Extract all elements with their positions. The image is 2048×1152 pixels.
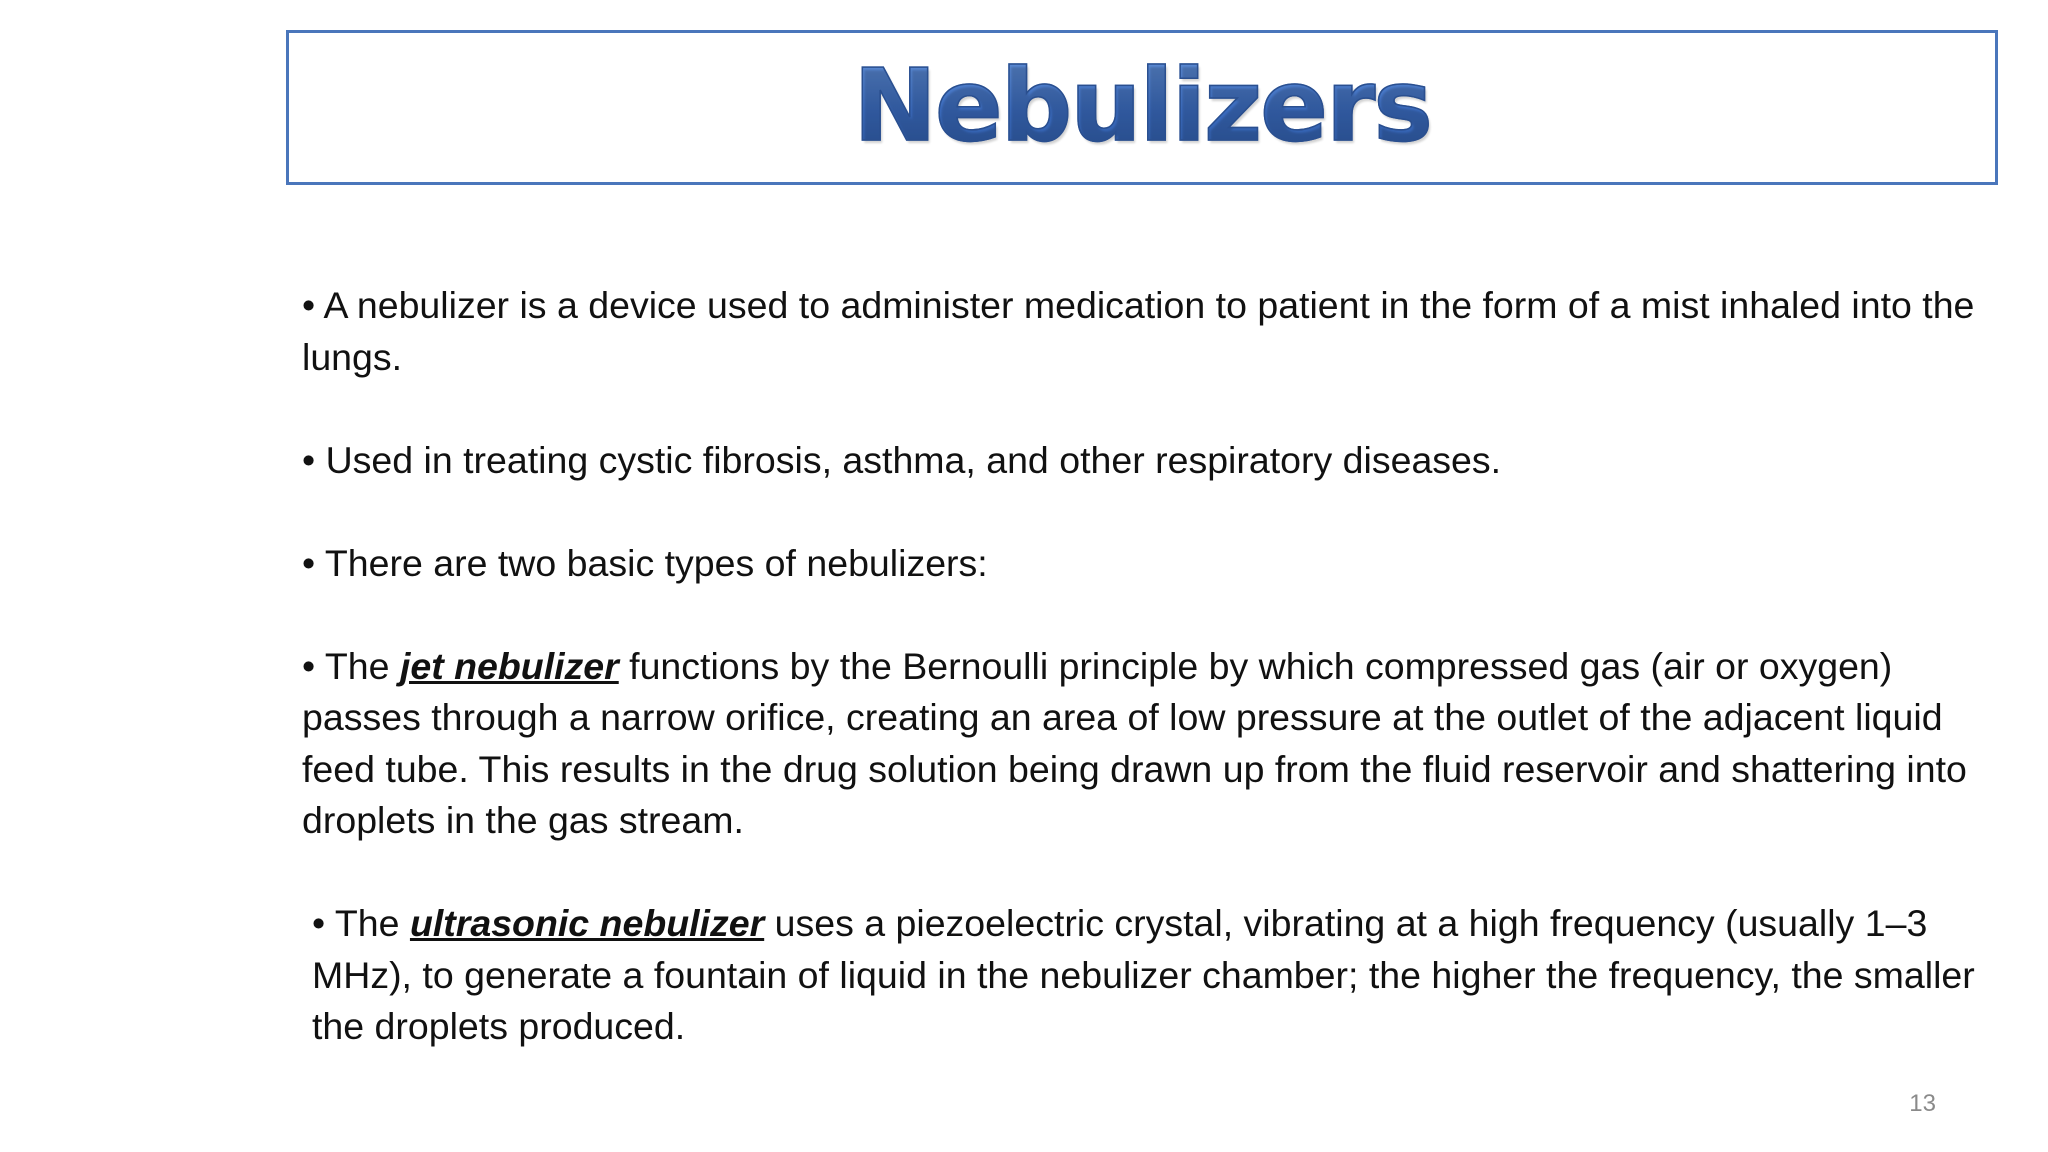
bullet-marker: •: [302, 438, 316, 481]
page-number: 13: [1909, 1090, 1936, 1117]
term-jet-nebulizer: jet nebulizer: [399, 644, 619, 687]
slide-content: [302, 280, 2002, 1053]
bullet-prefix: The: [324, 644, 390, 687]
bullet-marker: •: [302, 541, 316, 584]
term-ultrasonic-nebulizer: ultrasonic nebulizer: [409, 902, 765, 944]
slide-title: Nebulizers: [853, 46, 1431, 164]
bullet-text: Used in treating cystic fibrosis, asthma, and other respiratory diseases.: [325, 438, 1502, 481]
title-box: [286, 30, 1998, 185]
bullet-marker: •: [302, 284, 316, 326]
bullet-text: There are two basic types of nebulizers:: [324, 541, 988, 584]
bullet-prefix: The: [334, 902, 400, 944]
bullet-text: uses a piezoelectric crystal, vibrating at a high frequency (usually 1–3 MHz), to generate a fountain of liquid in the nebulizer chamber; the higher the frequency, the smaller the droplets produced.: [312, 902, 1975, 1047]
bullet-paragraph-uses: [302, 435, 2002, 487]
bullet-text: A nebulizer is a device used to administer medication to patient in the form of a mist inhaled into the lungs.: [302, 284, 1975, 378]
bullet-text: functions by the Bernoulli principle by which compressed gas (air or oxygen) passes through a narrow orifice, creating an area of low pressure at the outlet of the adjacent liquid feed tube. This results in the drug solution being drawn up from the fluid reservoir and shattering into droplets in the gas stream.: [302, 644, 1967, 841]
bullet-paragraph-jet-nebulizer: [302, 641, 2002, 847]
bullet-paragraph-types: [302, 538, 2002, 590]
bullet-paragraph-ultrasonic-nebulizer: [302, 898, 2002, 1053]
bullet-paragraph-definition: [302, 280, 2002, 383]
bullet-marker: •: [312, 902, 326, 944]
bullet-marker: •: [302, 644, 316, 687]
